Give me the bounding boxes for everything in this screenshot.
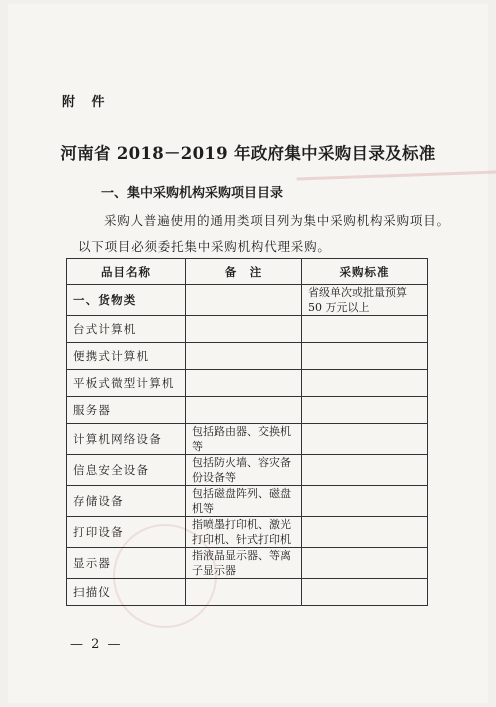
table-row (67, 370, 428, 397)
document-page (8, 4, 488, 703)
cell-note (186, 343, 302, 370)
cell-note: 包括磁盘阵列、磁盘机等 (186, 486, 302, 517)
cell-item-name: 打印设备 (67, 517, 186, 548)
cell-note (186, 397, 302, 424)
cell-standard (302, 579, 428, 606)
cell-item-name: 一、货物类 (67, 285, 186, 316)
cell-item-name: 存储设备 (67, 486, 186, 517)
header-note: 备 注 (186, 259, 302, 285)
table-row (67, 343, 428, 370)
cell-item-name: 台式计算机 (67, 316, 186, 343)
procurement-table (66, 258, 428, 606)
cell-note (186, 316, 302, 343)
header-item-name: 品目名称 (67, 259, 186, 285)
cell-note: 指液晶显示器、等离子显示器 (186, 548, 302, 579)
table-row (67, 455, 428, 486)
cell-item-name: 信息安全设备 (67, 455, 186, 486)
cell-item-name: 显示器 (67, 548, 186, 579)
cell-standard (302, 370, 428, 397)
table-row (67, 397, 428, 424)
cell-standard (302, 316, 428, 343)
attachment-label: 附 件 (62, 95, 111, 110)
cell-standard (302, 424, 428, 455)
table-row (67, 316, 428, 343)
cell-standard (302, 343, 428, 370)
table-row (67, 517, 428, 548)
table-header-row (67, 259, 428, 285)
page-number: — 2 — (70, 637, 123, 652)
cell-item-name: 扫描仪 (67, 579, 186, 606)
section-heading: 一、集中采购机构采购项目目录 (101, 186, 284, 201)
cell-note (186, 285, 302, 316)
document-title: 河南省 2018－2019 年政府集中采购目录及标准 (60, 144, 436, 163)
cell-standard (302, 486, 428, 517)
table-row (67, 285, 428, 316)
cell-standard (302, 397, 428, 424)
intro-paragraph-text: 采购人普遍使用的通用类项目列为集中采购机构采购项目。以下项目必须委托集中采购机构代理采购。 (78, 213, 450, 254)
header-standard: 采购标准 (302, 259, 428, 285)
cell-standard (302, 517, 428, 548)
table-row (67, 548, 428, 579)
table-row (67, 486, 428, 517)
cell-item-name: 便携式计算机 (67, 343, 186, 370)
cell-note (186, 370, 302, 397)
cell-standard (302, 548, 428, 579)
intro-paragraph (78, 208, 458, 260)
cell-standard: 省级单次或批量预算 50 万元以上 (302, 285, 428, 316)
cell-note (186, 579, 302, 606)
cell-note: 包括防火墙、容灾备份设备等 (186, 455, 302, 486)
table-row (67, 424, 428, 455)
table-row (67, 579, 428, 606)
cell-standard (302, 455, 428, 486)
cell-item-name: 计算机网络设备 (67, 424, 186, 455)
cell-note: 包括路由器、交换机等 (186, 424, 302, 455)
cell-note: 指喷墨打印机、激光打印机、针式打印机 (186, 517, 302, 548)
cell-item-name: 平板式微型计算机 (67, 370, 186, 397)
cell-item-name: 服务器 (67, 397, 186, 424)
